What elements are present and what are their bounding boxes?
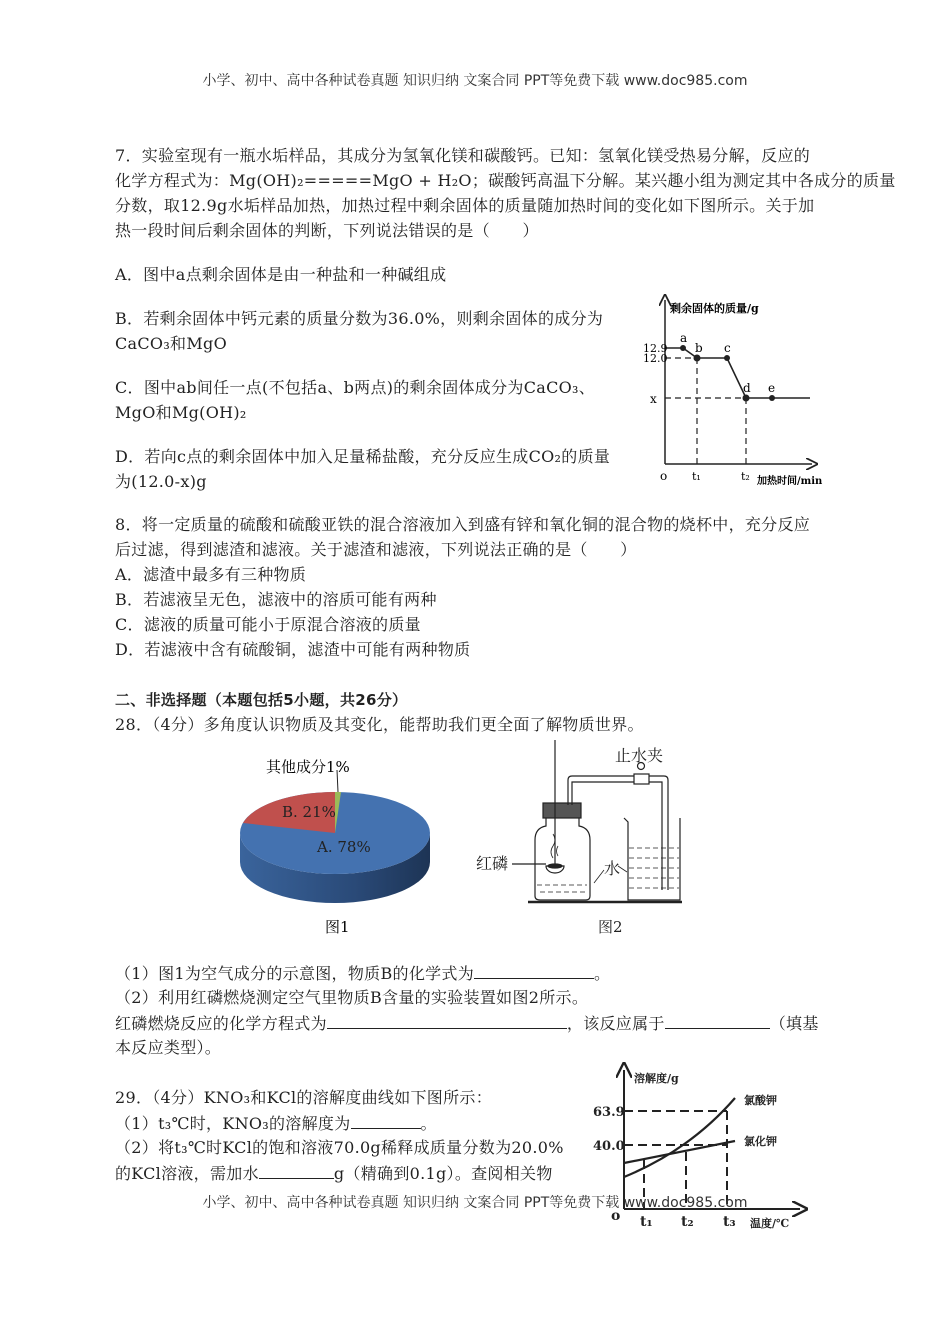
- y-tick: 63.9: [593, 1105, 625, 1120]
- label-red-phosphorus: 红磷: [476, 854, 509, 873]
- x-tick: t₁: [692, 470, 701, 483]
- q8-option: B．若滤液呈无色，滤液中的溶质可能有两种: [115, 590, 437, 609]
- air-composition-pie: [240, 758, 430, 936]
- mass-curve: [665, 348, 810, 398]
- x-axis-label: 温度/℃: [750, 1217, 790, 1230]
- equation-blank[interactable]: [327, 1013, 567, 1029]
- y-axis-label: 剩余固体的质量/g: [670, 302, 759, 315]
- q8-option: C．滤液的质量可能小于原混合溶液的质量: [115, 615, 421, 634]
- x-tick-origin: o: [611, 1208, 621, 1224]
- q7-stem-line: 热一段时间后剩余固体的判断，下列说法错误的是（ ）: [115, 221, 539, 240]
- q7-option-c: C．图中ab间任一点(不包括a、b两点)的剩余固体成分为CaCO₃、: [115, 378, 596, 397]
- text: 红磷燃烧反应的化学方程式为: [115, 1014, 327, 1033]
- text: 。: [420, 1114, 437, 1133]
- q29-stem: 29．（4分）KNO₃和KCl的溶解度曲线如下图所示：: [115, 1088, 493, 1107]
- q8-option: A．滤渣中最多有三种物质: [115, 565, 307, 584]
- label-a: A. 78%: [317, 838, 371, 856]
- point-label: b: [695, 341, 703, 355]
- text: ，该反应属于: [566, 1014, 665, 1033]
- text: （填基: [769, 1014, 819, 1033]
- water-clamp: [634, 774, 649, 784]
- label-water: 水: [604, 859, 621, 878]
- q28-part-2: （2）利用红磷燃烧测定空气里物质B含量的实验装置如图2所示。: [115, 988, 589, 1007]
- section-heading: 二、非选择题（本题包括5小题，共26分）: [115, 691, 408, 709]
- text: g（精确到0.1g）。查阅相关物: [333, 1164, 553, 1183]
- q7-option-b-cont: CaCO₃和MgO: [115, 334, 227, 353]
- q7-option-c-cont: MgO和Mg(OH)₂: [115, 403, 247, 422]
- series-label: 氯化钾: [744, 1135, 777, 1148]
- text: 的KCl溶液，需加水: [115, 1164, 259, 1183]
- q7-option-d: D．若向c点的剩余固体中加入足量稀盐酸，充分反应生成CO₂的质量: [115, 447, 611, 466]
- fig2-caption: 图2: [598, 918, 623, 936]
- water-mass-blank[interactable]: [259, 1163, 334, 1179]
- q29-part-1: [115, 1113, 437, 1134]
- point-d: [743, 395, 750, 402]
- q7-stem-line: 7．实验室现有一瓶水垢样品，其成分为氢氧化镁和碳酸钙。已知：氢氧化镁受热易分解，反应的: [115, 146, 811, 165]
- answer-blank[interactable]: [474, 963, 594, 979]
- q28-part-1: [115, 963, 610, 984]
- q7-option-d-cont: 为(12.0-x)g: [115, 472, 207, 491]
- label-b: B. 21%: [282, 803, 336, 821]
- q29-part-2: （2）将t₃℃时KCl的饱和溶液70.0g稀释成质量分数为20.0%: [115, 1138, 564, 1157]
- point-c: [724, 355, 730, 361]
- point-label: d: [743, 381, 751, 395]
- text: 。: [594, 964, 611, 983]
- q8-option: D．若滤液中含有硫酸铜，滤渣中可能有两种物质: [115, 640, 471, 659]
- q28-part-2-cont: [115, 1013, 819, 1034]
- y-tick: 40.0: [593, 1139, 625, 1154]
- point-b: [694, 355, 701, 362]
- x-tick: t₃: [723, 1214, 736, 1230]
- fig1-caption: 图1: [325, 918, 350, 936]
- answer-blank[interactable]: [351, 1113, 421, 1129]
- curve-kclo3: [624, 1098, 735, 1177]
- x-axis-label: 加热时间/min: [757, 476, 823, 487]
- text: （1）图1为空气成分的示意图，物质B的化学式为: [115, 964, 475, 983]
- text: （1）t₃℃时，KNO₃的溶解度为: [115, 1114, 351, 1133]
- q7-mass-time-graph: [643, 300, 823, 487]
- x-tick: t₂: [741, 470, 750, 483]
- label-other: 其他成分1%: [266, 758, 350, 776]
- y-axis-label: 溶解度/g: [634, 1072, 679, 1085]
- q7-stem-line: 化学方程式为：Mg(OH)₂=====MgO + H₂O；碳酸钙高温下分解。某兴趣小组为测定其中各成分的质量: [115, 171, 896, 190]
- q7-option-a: A．图中a点剩余固体是由一种盐和一种碱组成: [115, 265, 447, 284]
- page-footer: 小学、初中、高中各种试卷真题 知识归纳 文案合同 PPT等免费下载 www.doc985.com: [202, 1195, 748, 1211]
- y-tick: 12.0: [643, 352, 668, 365]
- page-header: 小学、初中、高中各种试卷真题 知识归纳 文案合同 PPT等免费下载 www.doc985.com: [202, 73, 748, 89]
- point-a: [680, 345, 686, 351]
- point-label: c: [724, 341, 731, 355]
- point-label: e: [768, 381, 776, 395]
- x-tick-origin: o: [660, 469, 668, 483]
- q8-stem-line: 后过滤，得到滤渣和滤液。关于滤渣和滤液，下列说法正确的是（ ）: [115, 540, 637, 559]
- label-clamp: 止水夹: [615, 746, 664, 765]
- beaker-water: [629, 848, 679, 888]
- series-label: 氯酸钾: [744, 1094, 777, 1107]
- q7-option-b: B．若剩余固体中钙元素的质量分数为36.0%，则剩余固体的成分为: [115, 309, 604, 328]
- q8-stem-line: 8．将一定质量的硫酸和硫酸亚铁的混合溶液加入到盛有锌和氧化铜的混合物的烧杯中，充分反应: [115, 515, 811, 534]
- q28-stem: 28．（4分）多角度认识物质及其变化，能帮助我们更全面了解物质世界。: [115, 715, 644, 734]
- q28-part-2-end: 本反应类型）。: [115, 1038, 222, 1057]
- stopper: [543, 803, 581, 818]
- point-label: a: [680, 331, 688, 345]
- reaction-type-blank[interactable]: [665, 1013, 770, 1029]
- y-tick: 12.9: [643, 342, 668, 355]
- x-tick: t₁: [640, 1214, 653, 1230]
- y-tick: x: [650, 392, 657, 406]
- q7-stem-line: 分数，取12.9g水垢样品加热，加热过程中剩余固体的质量随加热时间的变化如下图所示。关于加: [115, 196, 815, 215]
- q29-part-2-cont: [115, 1163, 553, 1184]
- x-tick: t₂: [681, 1214, 694, 1230]
- point-e: [769, 395, 775, 401]
- bottle: [535, 818, 590, 900]
